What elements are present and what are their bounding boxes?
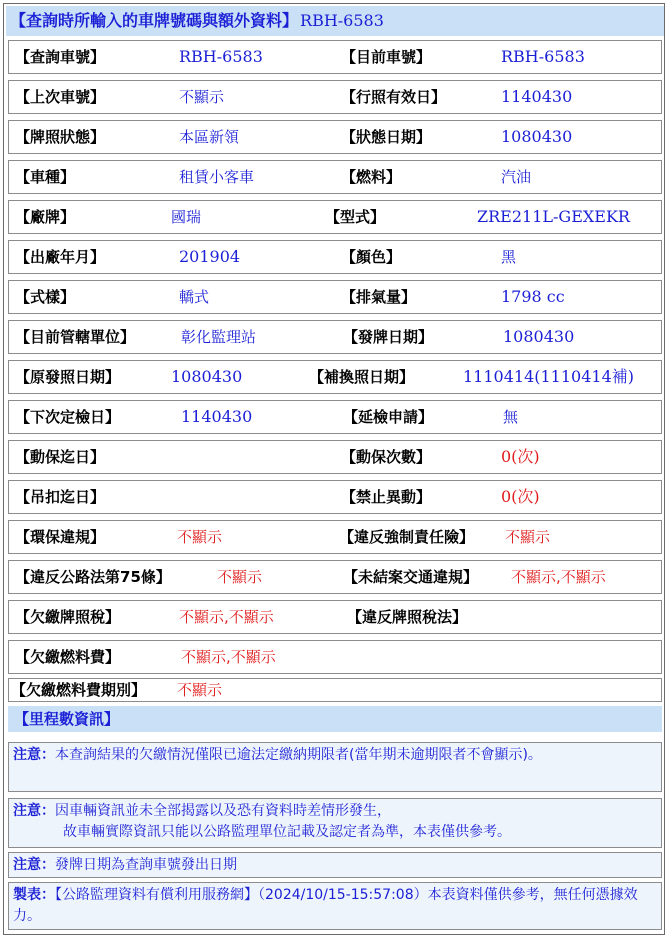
note-issue-date <box>8 852 662 878</box>
value-unsettled-violations: 不顯示,不顯示 <box>511 568 606 586</box>
label-status-date: 【狀態日期】 <box>341 128 432 146</box>
value-reissue-date: 1110414(1110414補) <box>463 367 635 386</box>
footer-note <box>8 882 662 930</box>
info-row <box>8 400 662 434</box>
value-brand: 國瑞 <box>171 208 202 226</box>
label-reissue-date: 【補換照日期】 <box>309 368 415 386</box>
label-transfer-ban: 【禁止異動】 <box>341 488 432 506</box>
info-row <box>8 480 662 514</box>
label-body-style: 【式樣】 <box>15 288 76 306</box>
label-license-valid: 【行照有效日】 <box>341 88 447 106</box>
value-previous-plate: 不顯示 <box>179 88 225 106</box>
label-jurisdiction: 【目前管轄單位】 <box>15 328 136 346</box>
label-color: 【顏色】 <box>341 248 402 266</box>
value-environmental-violation: 不顯示 <box>177 528 223 546</box>
note-text: 本查詢結果的欠繳情況僅限已逾法定繳納期限者(當年期未逾期限者不會顯示)。 <box>55 747 542 763</box>
label-chattel-until: 【動保迄日】 <box>15 448 106 466</box>
value-next-inspection: 1140430 <box>181 407 253 426</box>
label-model: 【型式】 <box>325 208 386 226</box>
note-text-line1: 因車輛資訊並未全部揭露以及恐有資料時差情形發生， <box>55 803 391 819</box>
info-row <box>8 320 662 354</box>
info-row <box>8 160 662 194</box>
value-manufacture-date: 201904 <box>179 247 241 266</box>
label-chattel-count: 【動保次數】 <box>341 448 432 466</box>
note-label: 注意： <box>13 857 55 873</box>
info-row <box>8 640 662 674</box>
label-unpaid-license-tax: 【欠繳牌照稅】 <box>15 608 121 626</box>
info-row <box>8 200 662 234</box>
label-manufacture-date: 【出廠年月】 <box>15 248 106 266</box>
label-environmental-violation: 【環保違規】 <box>15 528 106 546</box>
info-row <box>8 40 662 74</box>
value-original-issue-date: 1080430 <box>171 367 243 386</box>
note-text-line2: 故車輛實際資訊只能以公路監理單位記載及認定者為準，本表僅供參考。 <box>63 824 511 840</box>
label-next-inspection: 【下次定檢日】 <box>15 408 121 426</box>
value-status-date: 1080430 <box>501 127 573 146</box>
value-unpaid-fuel-fee: 不顯示,不顯示 <box>181 648 276 666</box>
note-overdue <box>8 742 662 792</box>
info-row <box>8 520 662 554</box>
label-issue-date: 【發牌日期】 <box>343 328 434 346</box>
label-unpaid-fuel-fee: 【欠繳燃料費】 <box>15 648 121 666</box>
label-displacement: 【排氣量】 <box>341 288 417 306</box>
label-suspension-until: 【吊扣迄日】 <box>15 488 106 506</box>
label-previous-plate: 【上次車號】 <box>15 88 106 106</box>
label-highway-act-75: 【違反公路法第75條】 <box>15 568 171 586</box>
label-vehicle-type: 【車種】 <box>15 168 76 186</box>
label-brand: 【廠牌】 <box>15 208 76 226</box>
footer-label: 製表： <box>13 887 55 903</box>
info-row <box>8 360 662 394</box>
value-color: 黑 <box>501 248 517 266</box>
value-highway-act-75: 不顯示 <box>217 568 263 586</box>
value-current-plate: RBH-6583 <box>501 47 585 66</box>
label-inspection-extension: 【延檢申請】 <box>343 408 434 426</box>
mileage-section-title: 【里程數資訊】 <box>8 706 662 732</box>
note-label: 注意： <box>13 747 55 763</box>
info-row <box>8 280 662 314</box>
value-issue-date: 1080430 <box>503 327 575 346</box>
value-fuel: 汽油 <box>501 168 532 186</box>
label-current-plate: 【目前車號】 <box>341 48 432 66</box>
value-transfer-ban: 0(次) <box>501 487 540 506</box>
value-inspection-extension: 無 <box>503 408 519 426</box>
label-fuel-fee-period: 【欠繳燃料費期別】 <box>11 681 147 699</box>
label-fuel: 【燃料】 <box>341 168 402 186</box>
value-body-style: 轎式 <box>179 288 210 306</box>
info-row <box>8 440 662 474</box>
info-row <box>8 80 662 114</box>
label-compulsory-insurance: 【違反強制責任險】 <box>339 528 475 546</box>
value-fuel-fee-period: 不顯示 <box>177 681 223 699</box>
note-text: 發牌日期為查詢車號發出日期 <box>55 857 237 873</box>
value-jurisdiction: 彰化監理站 <box>181 328 257 346</box>
value-displacement: 1798 cc <box>501 287 565 306</box>
label-license-tax-violation: 【違反牌照稅法】 <box>347 608 468 626</box>
value-license-valid: 1140430 <box>501 87 573 106</box>
info-row <box>8 560 662 594</box>
value-vehicle-type: 租賃小客車 <box>179 168 255 186</box>
value-query-plate: RBH-6583 <box>179 47 263 66</box>
note-disclaimer <box>8 798 662 848</box>
header-plate: RBH-6583 <box>300 11 384 30</box>
fuel-period-row <box>8 678 662 702</box>
header-title: 【查詢時所輸入的車牌號碼與額外資料】 <box>10 11 299 30</box>
value-unpaid-license-tax: 不顯示,不顯示 <box>179 608 274 626</box>
value-plate-status: 本區新領 <box>179 128 240 146</box>
value-model: ZRE211L-GEXEKR <box>477 207 630 226</box>
footer-text: 【公路監理資料有償利用服務網】（2024/10/15-15:57:08）本表資料僅供參考，無任何憑據效力。 <box>13 887 638 924</box>
label-query-plate: 【查詢車號】 <box>15 48 106 66</box>
label-plate-status: 【牌照狀態】 <box>15 128 106 146</box>
info-row <box>8 120 662 154</box>
label-original-issue-date: 【原發照日期】 <box>15 368 121 386</box>
value-compulsory-insurance: 不顯示 <box>505 528 551 546</box>
info-row <box>8 600 662 634</box>
note-label: 注意： <box>13 803 55 819</box>
query-header <box>6 6 664 36</box>
info-row <box>8 240 662 274</box>
value-chattel-count: 0(次) <box>501 447 540 466</box>
label-unsettled-violations: 【未結案交通違規】 <box>343 568 479 586</box>
